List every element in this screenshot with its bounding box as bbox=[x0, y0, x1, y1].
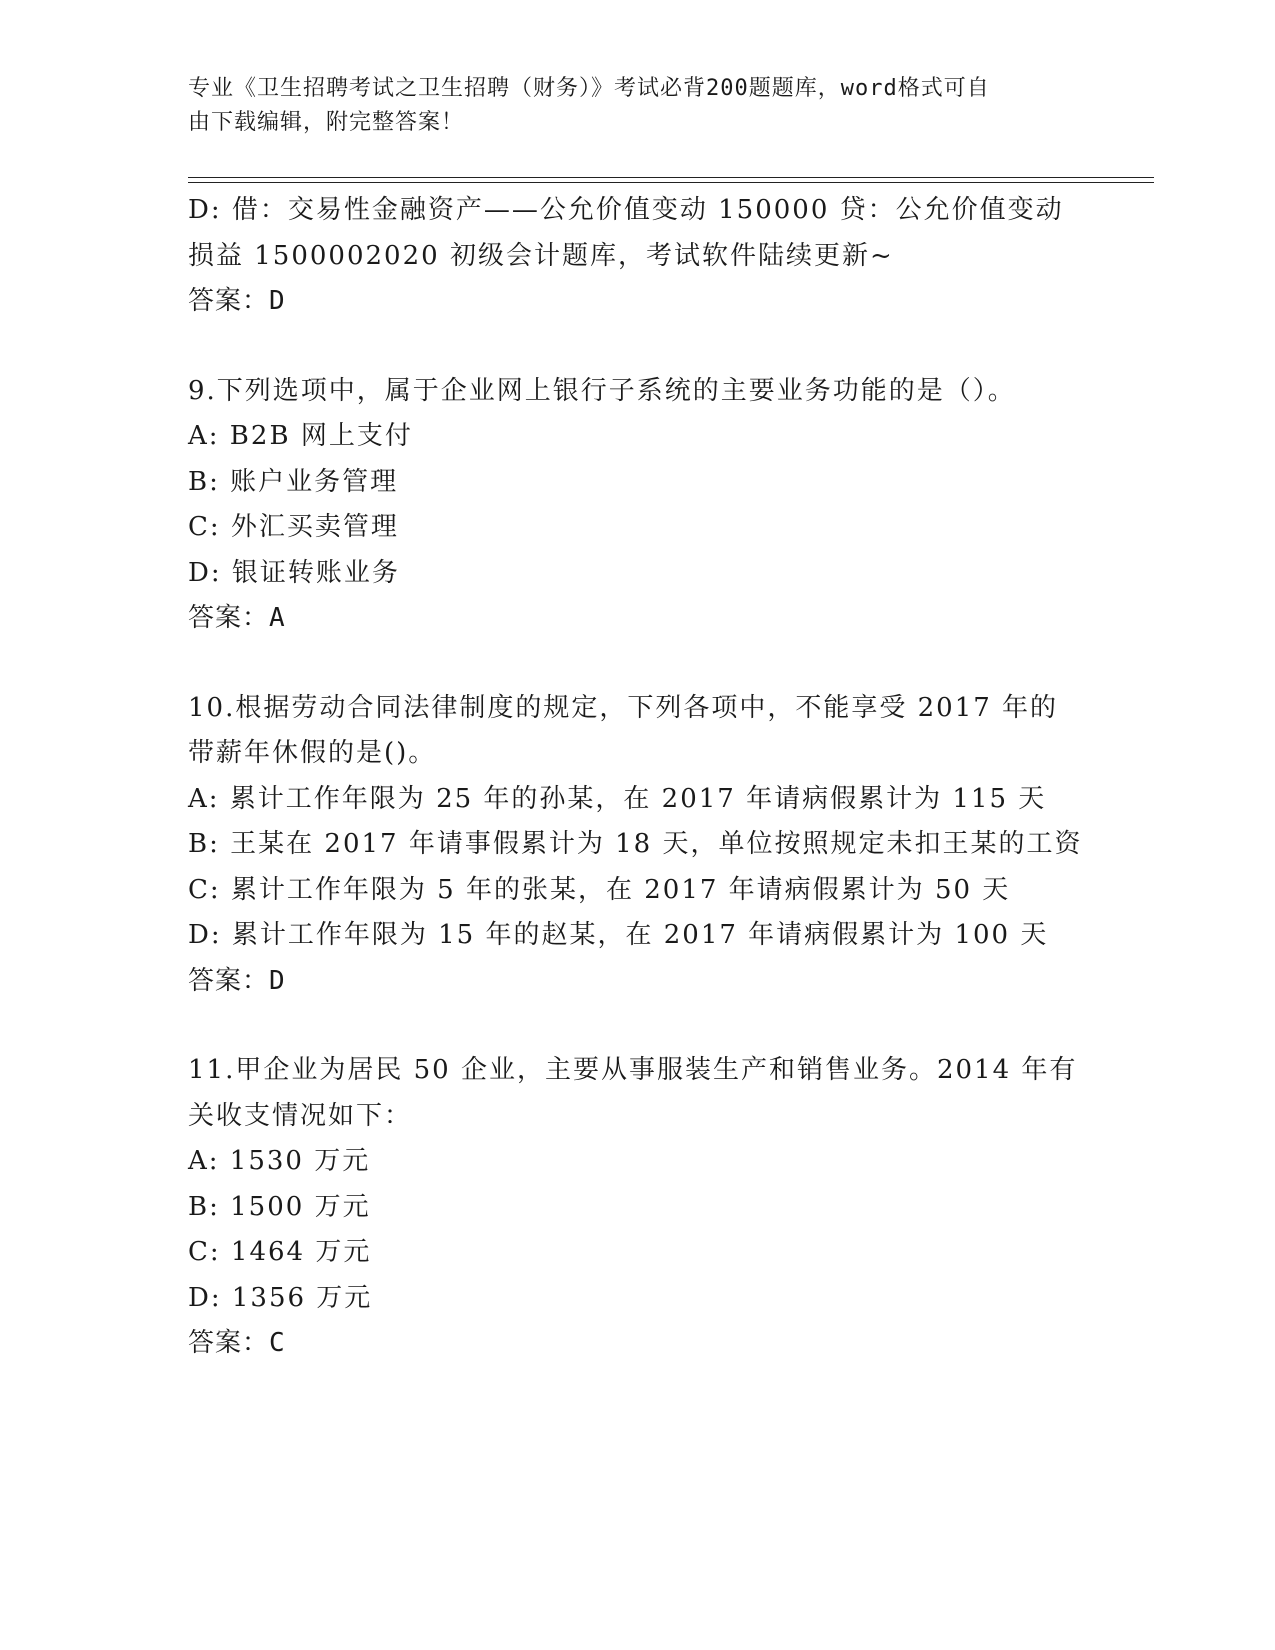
prev-question-tail bbox=[188, 188, 1088, 325]
answer-line: 答案：A bbox=[188, 603, 286, 633]
header-divider-top bbox=[188, 177, 1154, 178]
option-a: A: B2B 网上支付 bbox=[188, 421, 413, 451]
header-divider-bottom bbox=[188, 182, 1154, 183]
answer-line: 答案：D bbox=[188, 965, 286, 996]
option-c: C: 外汇买卖管理 bbox=[188, 512, 399, 542]
question-list bbox=[188, 188, 1088, 1367]
answer-line: 答案：D bbox=[188, 286, 286, 316]
option-a: A: 1530 万元 bbox=[188, 1146, 371, 1176]
question-10 bbox=[188, 686, 1088, 1005]
answer-line: 答案：C bbox=[188, 1328, 286, 1358]
option-d: D: 累计工作年限为 15 年的赵某，在 2017 年请病假累计为 100 天 bbox=[188, 920, 1049, 950]
question-11 bbox=[188, 1048, 1088, 1367]
option-b: B: 账户业务管理 bbox=[188, 466, 399, 497]
header-line-2: 由下载编辑，附完整答案！ bbox=[188, 110, 465, 135]
option-d: D: 银证转账业务 bbox=[188, 557, 400, 588]
question-9 bbox=[188, 369, 1088, 642]
header-line-1: 专业《卫生招聘考试之卫生招聘（财务）》考试必背200题题库，word格式可自 bbox=[188, 76, 990, 101]
option-c: C: 累计工作年限为 5 年的张某，在 2017 年请病假累计为 50 天 bbox=[188, 874, 1011, 905]
option-c: C: 1464 万元 bbox=[188, 1237, 372, 1267]
option-a: A: 累计工作年限为 25 年的孙某，在 2017 年请病假累计为 115 天 bbox=[188, 783, 1047, 814]
question-stem: 11.甲企业为居民 50 企业，主要从事服装生产和销售业务。2014 年有 bbox=[188, 1055, 1078, 1085]
document-header bbox=[188, 72, 1068, 140]
option-b: B: 王某在 2017 年请事假累计为 18 天，单位按照规定未扣王某的工资 bbox=[188, 829, 1083, 859]
option-d-continued: 损益 1500002020 初级会计题库，考试软件陆续更新~ bbox=[188, 240, 894, 271]
question-stem-continued: 关收支情况如下： bbox=[188, 1100, 413, 1131]
question-stem: 9.下列选项中，属于企业网上银行子系统的主要业务功能的是（）。 bbox=[188, 375, 1016, 406]
question-stem-continued: 带薪年休假的是()。 bbox=[188, 738, 437, 768]
question-stem: 10.根据劳动合同法律制度的规定，下列各项中，不能享受 2017 年的 bbox=[188, 692, 1059, 723]
option-d: D: 借：交易性金融资产——公允价值变动 150000 贷：公允价值变动 bbox=[188, 195, 1064, 225]
option-d: D: 1356 万元 bbox=[188, 1282, 373, 1313]
option-b: B: 1500 万元 bbox=[188, 1191, 371, 1222]
